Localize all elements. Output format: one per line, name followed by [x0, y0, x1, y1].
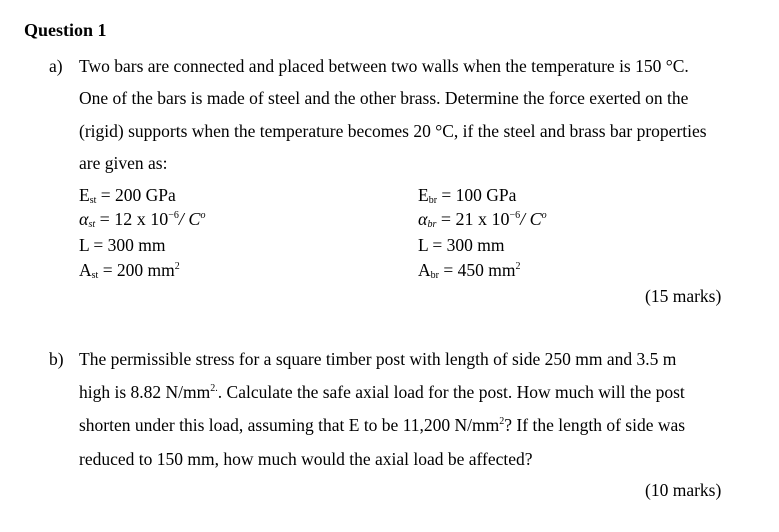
part-a-line-1: Two bars are connected and placed between two walls when the temperature is 150 °C.: [79, 56, 689, 76]
part-b-label: b): [49, 349, 64, 369]
part-a-label: a): [49, 56, 63, 76]
part-b-line-3: shorten under this load, assuming that E to be 11,200 $N/mm^2$? If the length of side was: [79, 415, 686, 435]
part-a-line-2: One of the bars is made of steel and the other brass. Determine the force exerted on the: [79, 88, 689, 108]
steel-thermal-coefficient: $\alpha_{st} = 12$ x $10^{-6}/$ $C^o$: [79, 209, 206, 230]
part-a-marks: (15 marks): [645, 286, 722, 306]
steel-area: $A_{st} = 200$ $mm^2$: [79, 260, 180, 281]
brass-area: $A_{br} = 450$ $mm^2$: [418, 260, 521, 281]
question-title: Question 1: [24, 20, 107, 40]
brass-modulus: $E_{br} = 100$ GPa: [418, 185, 517, 206]
part-b-line-4: reduced to 150 mm, how much would the axial load be affected?: [79, 449, 533, 469]
steel-modulus: $E_{st} = 200$ GPa: [79, 185, 176, 206]
brass-thermal-coefficient: $\alpha_{br} = 21$ x $10^{-6}/$ $C^o$: [418, 209, 547, 230]
part-b-marks: (10 marks): [645, 480, 722, 500]
part-b-line-1: The permissible stress for a square timber post with length of side 250 mm and 3.5 m: [79, 349, 677, 369]
steel-length: L = 300 mm: [79, 235, 166, 255]
brass-length: L = 300 mm: [418, 235, 505, 255]
part-b-line-2: high is 8.82 $N/mm^{2.}$. Calculate the safe axial load for the post. How much will the post: [79, 382, 685, 402]
part-a-line-4: are given as:: [79, 153, 168, 173]
part-a-line-3: (rigid) supports when the temperature becomes 20 °C, if the steel and brass bar properties: [79, 121, 707, 141]
